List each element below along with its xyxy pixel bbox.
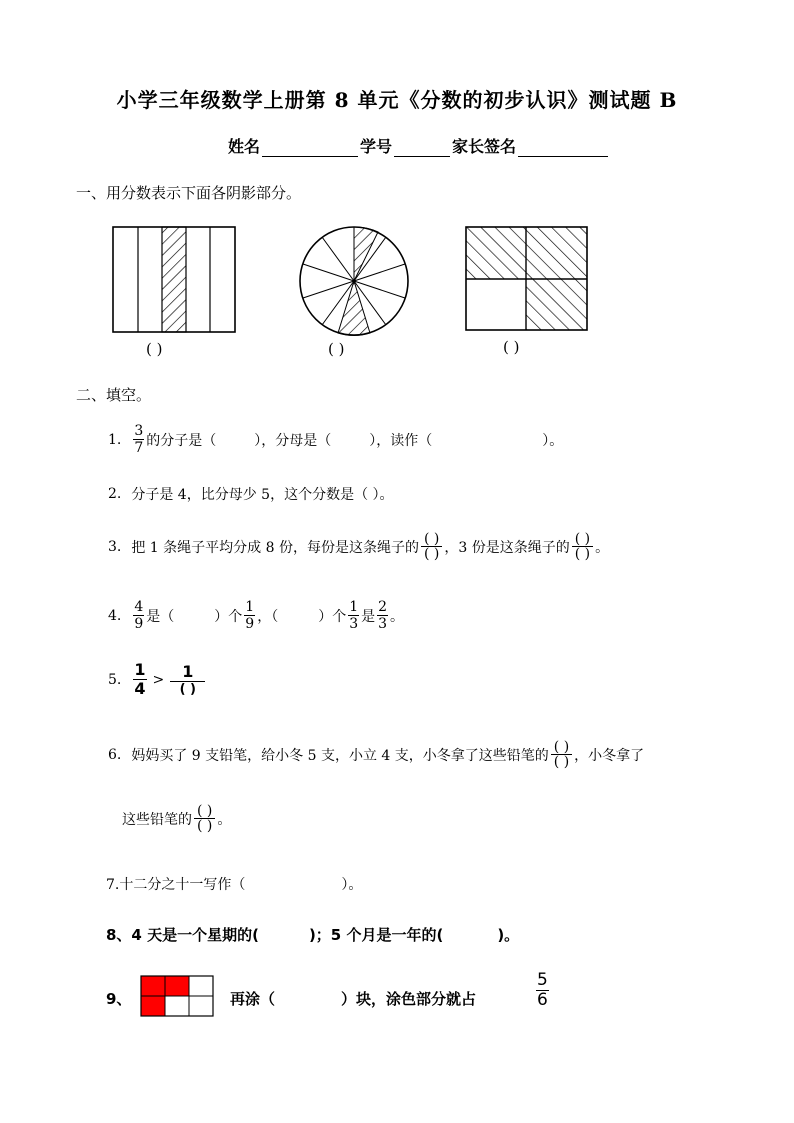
q6-blank-fraction-2[interactable]: $\frac{( )}{( )}$ [194, 804, 215, 833]
parent-signature-blank[interactable] [518, 140, 608, 157]
question-3: 3. 把 1 条绳子平均分成 8 份，每份是这条绳子的 $\frac{( )}{( )}$ ，3 份是这条绳子的 $\frac{( )}{( )}$ 。 [108, 531, 610, 562]
page-title: 小学三年级数学上册第 8 单元《分数的初步认识》测试题 B [116, 88, 678, 112]
q3-blank-fraction-2[interactable]: $\frac{( )}{( )}$ [572, 532, 593, 561]
q6-blank-fraction-1[interactable]: $\frac{( )}{( )}$ [551, 740, 572, 769]
question-1: 1. $\frac{3}{7}$ 的分子是（ ），分母是（ ），读作（ ）。 [108, 423, 564, 456]
fraction-4-9: $\frac{4}{9}$ [134, 599, 144, 632]
question-6: 6. 妈妈买了 9 支铅笔，给小冬 5 支，小立 4 支，小冬拿了这些铅笔的 $\frac{( )}{( )}$ ，小冬拿了 [108, 739, 645, 770]
student-info-row [228, 134, 610, 157]
section2-heading: 二、填空。 [76, 386, 152, 404]
question-9-number: 9、 [106, 990, 132, 1008]
strip-figure [112, 226, 237, 334]
fraction-1-9: $\frac{1}{9}$ [245, 599, 255, 632]
fraction-1-4: $\frac{1}{4}$ [134, 660, 146, 698]
question-8: 8、4 天是一个星期的( )；5 个月是一年的( )。 [106, 926, 520, 944]
section1-heading: 一、用分数表示下面各阴影部分。 [76, 184, 302, 202]
square-figure [465, 226, 589, 332]
name-label: 姓名 [228, 137, 261, 156]
fraction-1-3: $\frac{1}{3}$ [349, 599, 359, 632]
fraction-2-3: $\frac{2}{3}$ [378, 599, 388, 632]
answer-blank-1[interactable]: ( ) [146, 340, 163, 358]
parent-signature-label: 家长签名 [452, 137, 517, 156]
question-5: 5. $\frac{1}{4}$ > $\frac{1}{( )}$ [108, 662, 207, 697]
q5-blank-fraction[interactable]: $\frac{1}{( )}$ [170, 664, 205, 696]
fraction-5-6: $\frac{5}{6}$ [537, 970, 548, 1010]
id-label: 学号 [360, 137, 393, 156]
question-7: 7.十二分之十一写作（ ）。 [106, 877, 363, 893]
name-blank[interactable] [262, 140, 358, 157]
id-blank[interactable] [394, 140, 450, 157]
circle-figure [298, 226, 410, 338]
grid-coloring-figure[interactable] [140, 975, 214, 1019]
answer-blank-3[interactable]: ( ) [503, 338, 520, 356]
question-4: 4. $\frac{4}{9}$ 是（ ）个 $\frac{1}{9}$ ，（ ）个 $\frac{1}{3}$ 是 $\frac{2}{3}$ 。 [108, 599, 405, 632]
question-9: 再涂（ ）块，涂色部分就占 [230, 990, 477, 1008]
answer-blank-2[interactable]: ( ) [328, 340, 345, 358]
question-6-continued: 这些铅笔的 $\frac{( )}{( )}$ 。 [122, 803, 232, 834]
q3-blank-fraction-1[interactable]: $\frac{( )}{( )}$ [421, 532, 442, 561]
fraction-3-7: $\frac{3}{7}$ [134, 423, 144, 456]
question-2: 2. 分子是 4，比分母少 5，这个分数是（ ）。 [108, 486, 394, 503]
